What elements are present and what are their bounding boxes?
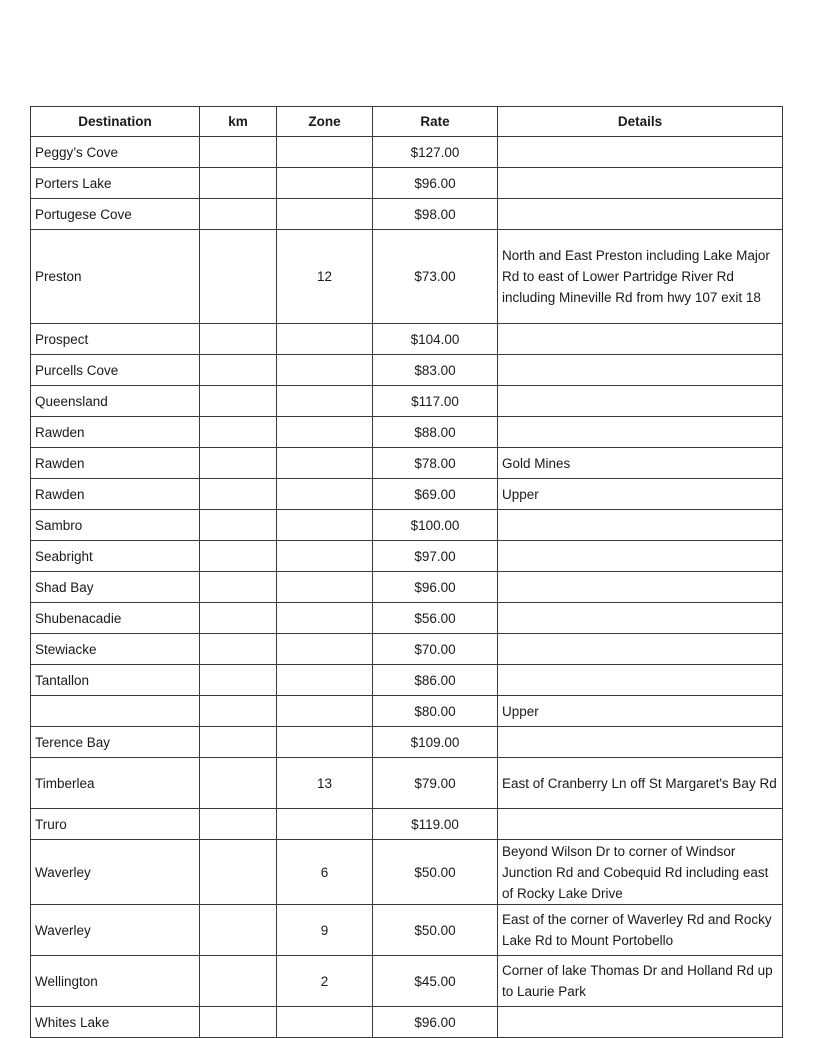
cell-zone <box>277 386 373 417</box>
cell-km <box>200 386 277 417</box>
cell-destination: Rawden <box>31 479 200 510</box>
cell-details <box>498 417 783 448</box>
cell-km <box>200 905 277 956</box>
header-details: Details <box>498 107 783 137</box>
cell-zone <box>277 603 373 634</box>
cell-details <box>498 809 783 840</box>
cell-rate: $80.00 <box>373 696 498 727</box>
cell-destination: Portugese Cove <box>31 199 200 230</box>
cell-zone: 2 <box>277 956 373 1007</box>
cell-zone <box>277 199 373 230</box>
cell-details: East of the corner of Waverley Rd and Rocky Lake Rd to Mount Portobello <box>498 905 783 956</box>
cell-km <box>200 634 277 665</box>
cell-rate: $79.00 <box>373 758 498 809</box>
cell-destination: Preston <box>31 230 200 324</box>
rate-table <box>30 106 783 1038</box>
cell-km <box>200 230 277 324</box>
cell-zone <box>277 137 373 168</box>
cell-destination: Rawden <box>31 448 200 479</box>
table-row <box>31 956 783 1007</box>
table-row <box>31 324 783 355</box>
cell-details <box>498 199 783 230</box>
cell-rate: $56.00 <box>373 603 498 634</box>
table-row <box>31 905 783 956</box>
table-body <box>31 137 783 1038</box>
cell-zone <box>277 355 373 386</box>
cell-details <box>498 603 783 634</box>
cell-destination: Purcells Cove <box>31 355 200 386</box>
cell-details: Gold Mines <box>498 448 783 479</box>
cell-destination: Sambro <box>31 510 200 541</box>
cell-zone <box>277 696 373 727</box>
cell-details <box>498 510 783 541</box>
cell-rate: $78.00 <box>373 448 498 479</box>
cell-zone <box>277 417 373 448</box>
cell-rate: $109.00 <box>373 727 498 758</box>
header-km: km <box>200 107 277 137</box>
cell-details <box>498 572 783 603</box>
cell-km <box>200 324 277 355</box>
cell-details: Beyond Wilson Dr to corner of Windsor Junction Rd and Cobequid Rd including east of Rocky Lake Drive <box>498 840 783 905</box>
cell-km <box>200 809 277 840</box>
cell-details <box>498 355 783 386</box>
cell-rate: $100.00 <box>373 510 498 541</box>
table-row <box>31 479 783 510</box>
table-row <box>31 603 783 634</box>
cell-rate: $117.00 <box>373 386 498 417</box>
table-row <box>31 727 783 758</box>
cell-rate: $50.00 <box>373 905 498 956</box>
cell-zone: 13 <box>277 758 373 809</box>
cell-details <box>498 665 783 696</box>
cell-rate: $97.00 <box>373 541 498 572</box>
cell-destination: Rawden <box>31 417 200 448</box>
table-row <box>31 572 783 603</box>
table-row <box>31 1007 783 1038</box>
cell-km <box>200 199 277 230</box>
cell-rate: $96.00 <box>373 1007 498 1038</box>
cell-details: Upper <box>498 479 783 510</box>
cell-zone <box>277 634 373 665</box>
cell-zone <box>277 479 373 510</box>
table-row <box>31 541 783 572</box>
cell-rate: $70.00 <box>373 634 498 665</box>
cell-zone <box>277 510 373 541</box>
cell-destination: Tantallon <box>31 665 200 696</box>
cell-km <box>200 168 277 199</box>
cell-details: East of Cranberry Ln off St Margaret's Bay Rd <box>498 758 783 809</box>
cell-details <box>498 386 783 417</box>
cell-destination: Terence Bay <box>31 727 200 758</box>
cell-destination: Seabright <box>31 541 200 572</box>
table-row <box>31 634 783 665</box>
table-row <box>31 386 783 417</box>
cell-rate: $83.00 <box>373 355 498 386</box>
cell-km <box>200 840 277 905</box>
cell-destination: Whites Lake <box>31 1007 200 1038</box>
cell-details <box>498 541 783 572</box>
cell-zone <box>277 541 373 572</box>
cell-rate: $119.00 <box>373 809 498 840</box>
cell-zone <box>277 665 373 696</box>
cell-km <box>200 572 277 603</box>
cell-zone: 9 <box>277 905 373 956</box>
cell-rate: $98.00 <box>373 199 498 230</box>
cell-km <box>200 137 277 168</box>
cell-zone: 12 <box>277 230 373 324</box>
cell-zone: 6 <box>277 840 373 905</box>
cell-destination: Truro <box>31 809 200 840</box>
cell-km <box>200 541 277 572</box>
header-rate: Rate <box>373 107 498 137</box>
table-row <box>31 230 783 324</box>
cell-destination: Shad Bay <box>31 572 200 603</box>
cell-details <box>498 634 783 665</box>
cell-details <box>498 137 783 168</box>
cell-details: North and East Preston including Lake Major Rd to east of Lower Partridge River Rd including Mineville Rd from hwy 107 exit 18 <box>498 230 783 324</box>
cell-rate: $45.00 <box>373 956 498 1007</box>
cell-destination: Porters Lake <box>31 168 200 199</box>
cell-details <box>498 324 783 355</box>
cell-km <box>200 956 277 1007</box>
cell-zone <box>277 727 373 758</box>
cell-km <box>200 665 277 696</box>
cell-rate: $96.00 <box>373 572 498 603</box>
cell-zone <box>277 1007 373 1038</box>
cell-destination: Waverley <box>31 905 200 956</box>
cell-details: Upper <box>498 696 783 727</box>
table-row <box>31 199 783 230</box>
table-row <box>31 696 783 727</box>
cell-km <box>200 1007 277 1038</box>
cell-km <box>200 603 277 634</box>
table-row <box>31 758 783 809</box>
cell-km <box>200 448 277 479</box>
table-row <box>31 168 783 199</box>
cell-rate: $86.00 <box>373 665 498 696</box>
cell-rate: $69.00 <box>373 479 498 510</box>
cell-destination: Peggy’s Cove <box>31 137 200 168</box>
cell-destination: Shubenacadie <box>31 603 200 634</box>
cell-km <box>200 510 277 541</box>
table-row <box>31 448 783 479</box>
cell-rate: $96.00 <box>373 168 498 199</box>
cell-zone <box>277 809 373 840</box>
cell-details <box>498 1007 783 1038</box>
cell-zone <box>277 572 373 603</box>
cell-details: Corner of lake Thomas Dr and Holland Rd up to Laurie Park <box>498 956 783 1007</box>
cell-rate: $127.00 <box>373 137 498 168</box>
cell-km <box>200 479 277 510</box>
table-row <box>31 137 783 168</box>
cell-destination: Timberlea <box>31 758 200 809</box>
cell-details <box>498 727 783 758</box>
table-row <box>31 510 783 541</box>
table-header-row <box>31 107 783 137</box>
cell-destination: Queensland <box>31 386 200 417</box>
table-row <box>31 665 783 696</box>
cell-destination <box>31 696 200 727</box>
cell-zone <box>277 168 373 199</box>
cell-km <box>200 727 277 758</box>
cell-zone <box>277 324 373 355</box>
cell-rate: $50.00 <box>373 840 498 905</box>
cell-zone <box>277 448 373 479</box>
cell-destination: Wellington <box>31 956 200 1007</box>
table-row <box>31 417 783 448</box>
table-row <box>31 809 783 840</box>
table-row <box>31 840 783 905</box>
table-row <box>31 355 783 386</box>
cell-destination: Prospect <box>31 324 200 355</box>
cell-rate: $73.00 <box>373 230 498 324</box>
cell-km <box>200 355 277 386</box>
cell-km <box>200 417 277 448</box>
cell-details <box>498 168 783 199</box>
header-destination: Destination <box>31 107 200 137</box>
cell-rate: $88.00 <box>373 417 498 448</box>
cell-km <box>200 696 277 727</box>
cell-destination: Waverley <box>31 840 200 905</box>
cell-destination: Stewiacke <box>31 634 200 665</box>
cell-km <box>200 758 277 809</box>
cell-rate: $104.00 <box>373 324 498 355</box>
header-zone: Zone <box>277 107 373 137</box>
